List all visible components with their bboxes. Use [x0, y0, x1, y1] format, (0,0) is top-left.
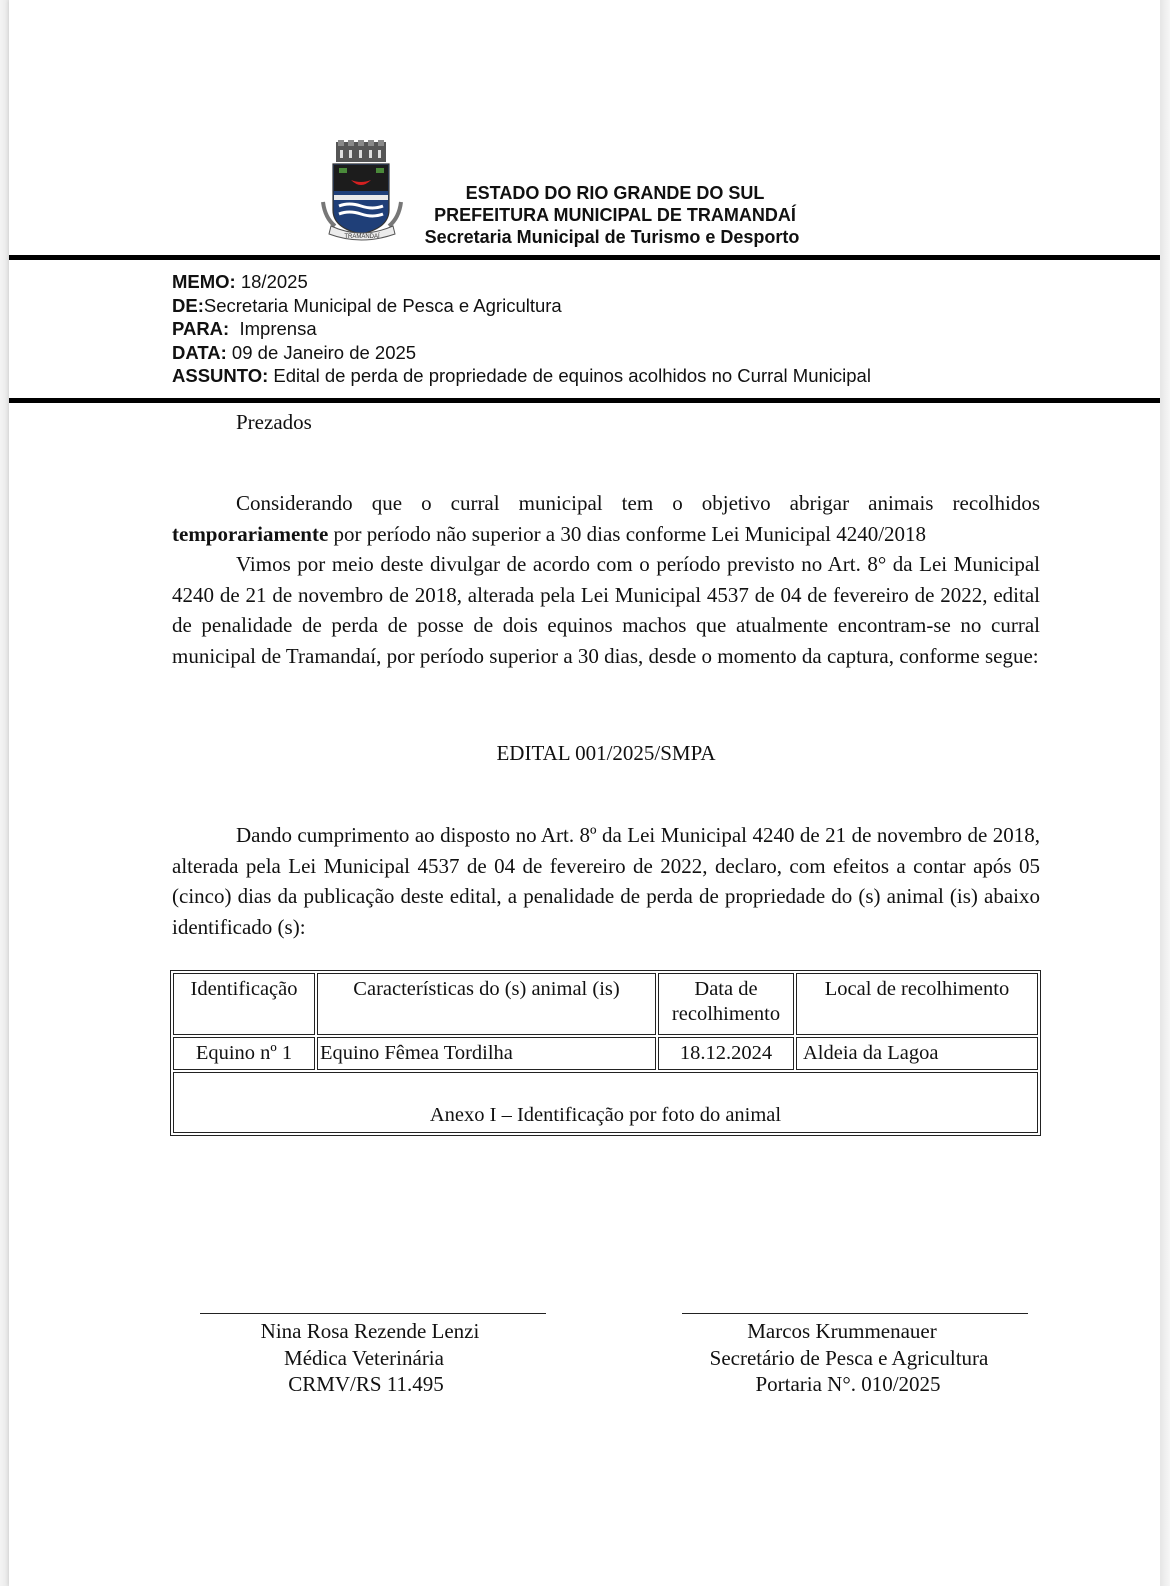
col-header-data: Data de recolhimento: [658, 973, 794, 1035]
col-header-local: Local de recolhimento: [796, 973, 1038, 1035]
signer-registration: CRMV/RS 11.495: [288, 1372, 444, 1396]
signature-block-right: [682, 1318, 1028, 1398]
paragraph-considerando: Considerando que o curral municipal tem o objetivo abrigar animais recolhidos temporariamente por período não superior a 30 dias conforme Lei Municipal 4240/2018: [172, 491, 1040, 546]
header-department: Secretaria Municipal de Turismo e Desporto: [424, 227, 800, 247]
crest-ribbon-text: TRAMANDAÍ: [344, 234, 380, 240]
memo-number: MEMO: 18/2025: [172, 271, 308, 292]
page-edge-left: [0, 0, 9, 1586]
cell-identificacao: Equino nº 1: [173, 1037, 315, 1070]
table-row: [173, 1037, 1038, 1070]
header-state: ESTADO DO RIO GRANDE DO SUL: [465, 183, 765, 203]
signer-name: Marcos Krummenauer: [747, 1319, 937, 1343]
header-divider: [9, 255, 1160, 260]
signer-ordinance: Portaria N°. 010/2025: [755, 1372, 941, 1396]
paragraph-vimos: Vimos por meio deste divulgar de acordo com o período previsto no Art. 8° da Lei Municipal 4240 de 21 de novembro de 2018, alterada pela Lei Municipal 4537 de 04 de fevereiro de 2022, edital de penalidade de perda de posse de dois equinos machos que atualmente encontram-se no curral municipal de Tramandaí, por período superior a 30 dias, desde o momento da captura, conforme segue:: [172, 552, 1040, 668]
salutation: Prezados: [236, 410, 312, 434]
memo-subject: ASSUNTO: Edital de perda de propriedade de equinos acolhidos no Curral Municipal: [172, 365, 871, 386]
memo-date: DATA: 09 de Janeiro de 2025: [172, 341, 417, 363]
col-header-identificacao: Identificação: [173, 973, 315, 1035]
signer-name: Nina Rosa Rezende Lenzi: [260, 1319, 480, 1343]
memo-block: [172, 270, 871, 388]
letterhead: [405, 182, 825, 248]
signature-line-left: [200, 1313, 546, 1314]
edital-title: EDITAL 001/2025/SMPA: [496, 741, 716, 765]
header-city-hall: PREFEITURA MUNICIPAL DE TRAMANDAÍ: [434, 205, 796, 225]
annex-caption: Anexo I – Identificação por foto do animal: [173, 1072, 1038, 1133]
page-edge-right: [1160, 0, 1170, 1586]
animal-table: [170, 970, 1041, 1136]
memo-divider: [9, 398, 1160, 403]
col-header-caracteristicas: Características do (s) animal (is): [317, 973, 656, 1035]
memo-from: DE:Secretaria Municipal de Pesca e Agricultura: [172, 294, 562, 316]
signer-role: Médica Veterinária: [284, 1345, 444, 1370]
cell-data: 18.12.2024: [658, 1037, 794, 1070]
signature-line-right: [682, 1313, 1028, 1314]
table-annex-row: [173, 1072, 1038, 1133]
paragraph-dando-cumprimento: Dando cumprimento ao disposto no Art. 8º da Lei Municipal 4240 de 21 de novembro de 2018, alterada pela Lei Municipal 4537 de 04 de fevereiro de 2022, declaro, com efeitos a contar após 05 (cinco) dias da publicação deste edital, a penalidade de perda de propriedade do (s) animal (is) abaixo identificado (s):: [172, 823, 1040, 939]
cell-caracteristicas: Equino Fêmea Tordilha: [317, 1037, 656, 1070]
memo-to: PARA: Imprensa: [172, 318, 317, 339]
table-header-row: [173, 973, 1038, 1035]
municipal-crest-icon: [321, 140, 403, 244]
signature-block-left: [200, 1318, 546, 1398]
signer-role: Secretário de Pesca e Agricultura: [709, 1345, 989, 1370]
cell-local: Aldeia da Lagoa: [796, 1037, 1038, 1070]
